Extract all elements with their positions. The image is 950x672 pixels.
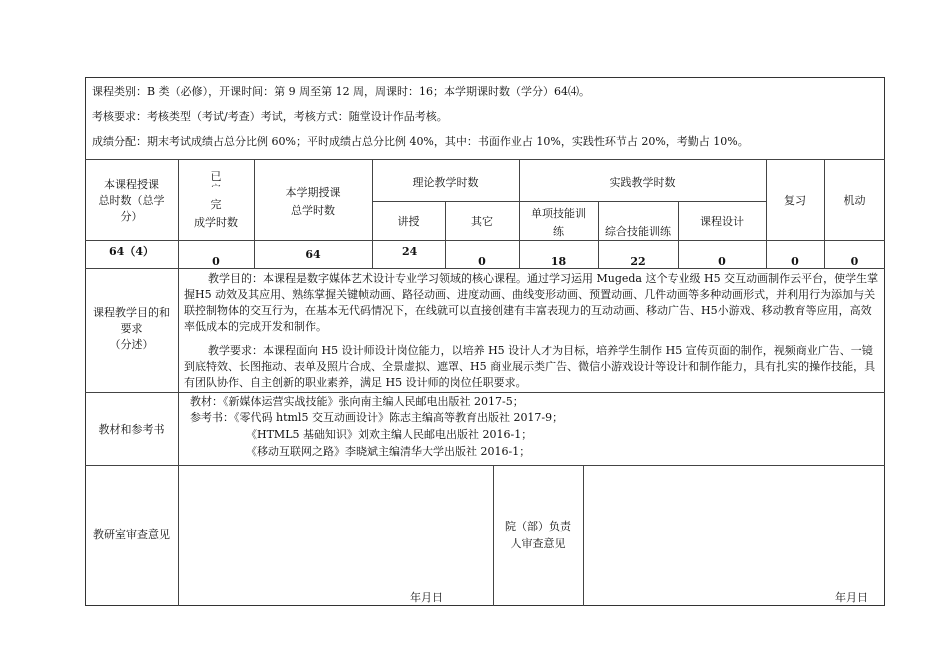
course-table: [85, 77, 885, 606]
reference-line: 《HTML5 基础知识》刘欢主编人民邮电出版社 2016-1；: [246, 428, 533, 441]
header-single-skill: 单项技能训: [531, 207, 586, 220]
assessment-line: 考核要求：考核类型（考试/考查）考试，考核方式：随堂设计作品考核。: [92, 110, 448, 123]
value-review: 0: [791, 255, 799, 268]
course-category-line: 课程类别：B 类（必修），开课时间：第 9 周至第 12 周，周课时：16；本学期课时数（学分）64⑷。: [92, 85, 591, 98]
reference-line: 参考书：《零代码 html5 交互动画设计》陈志主编高等教育出版社 2017-9；: [190, 411, 564, 424]
textbooks-label: 教材和参考书: [98, 423, 165, 436]
header-comprehensive: 综合技能训练: [605, 225, 671, 238]
header-total-hours: 分）: [120, 210, 143, 223]
header-theory: 理论教学时数: [412, 176, 479, 189]
header-total-hours: 本课程授课: [104, 178, 159, 191]
value-course-design: 0: [718, 255, 726, 268]
college-review-label: 院（部）负责: [505, 520, 571, 533]
teaching-requirement: 教学要求：本课程面向 H5 设计师设计岗位能力，以培养 H5 设计人才为目标，培养学生制作 H5 宣传页面的制作，视频商业广告、一镜到底特效、长图拖动、表单及照片合成、全景虚拟、遮罩、H5 商业展示类广告、微信小游戏设计等设计和制作能力，具有扎实的操作技能，具有团队协作、自主创新的职业素养，满足 H5 设计师的岗位任职要求。: [184, 344, 876, 389]
objectives-label: 要求: [120, 322, 143, 335]
header-completed-hours: 宀: [211, 184, 221, 194]
header-mobile: 机动: [843, 194, 866, 207]
header-practice: 实践教学时数: [609, 176, 676, 189]
value-lecture: 24: [402, 245, 418, 258]
header-course-design: 课程设计: [700, 215, 744, 228]
header-single-skill: 练: [553, 225, 564, 238]
objectives-label: （分述）: [109, 338, 154, 351]
value-comprehensive: 22: [630, 255, 646, 268]
value-other: 0: [478, 255, 486, 268]
objectives-label: 课程教学目的和: [93, 306, 170, 319]
header-other: 其它: [471, 215, 493, 228]
header-completed-hours: 已: [210, 170, 222, 183]
college-review-date: 年月日: [835, 591, 868, 604]
value-semester-hours: 64: [305, 248, 321, 261]
value-mobile: 0: [850, 255, 859, 268]
college-review-label: 人审查意见: [510, 537, 566, 550]
reference-line: 《移动互联网之路》李晓斌主编清华大学出版社 2016-1；: [246, 445, 531, 458]
teaching-purpose: 教学目的：本课程是数字媒体艺术设计专业学习领域的核心课程。通过学习运用 Mugeda 这个专业级 H5 交互动画制作云平台，使学生掌握H5 动效及其应用、熟练掌握关键帧动画、路径动画、进度动画、曲线变形动画、预置动画、几件动画等多种动画形式，并利用行为添加与关联控制物体的交互行为，在基本无代码情况下，在线就可以直接创建有丰富表现力的互动动画、移动广告、H5小游戏、移动教育等应用，高效率低成本的完成开发和制作。: [184, 272, 879, 333]
value-total-hours: 64（4）: [109, 245, 154, 258]
dept-review-date: 年月日: [410, 591, 443, 604]
header-completed-hours: 成学时数: [194, 216, 238, 229]
header-completed-hours: 完: [210, 198, 222, 211]
header-semester-hours: 总学时数: [291, 204, 335, 217]
textbook-line: 教材：《新媒体运营实战技能》张向南主编人民邮电出版社 2017-5；: [190, 395, 524, 408]
grade-distribution-line: 成绩分配：期末考试成绩占总分比例 60%；平时成绩占总分比例 40%，其中：书面作业占 10%，实践性环节占 20%，考勤占 10%。: [92, 135, 749, 148]
header-total-hours: 总时数（总学: [98, 194, 165, 207]
value-completed-hours: 0: [212, 255, 220, 268]
dept-review-label: 教研室审查意见: [93, 528, 170, 541]
header-lecture: 讲授: [397, 215, 420, 228]
value-single-skill: 18: [550, 255, 567, 268]
header-semester-hours: 本学期授课: [285, 186, 341, 199]
header-review: 复习: [784, 194, 806, 207]
